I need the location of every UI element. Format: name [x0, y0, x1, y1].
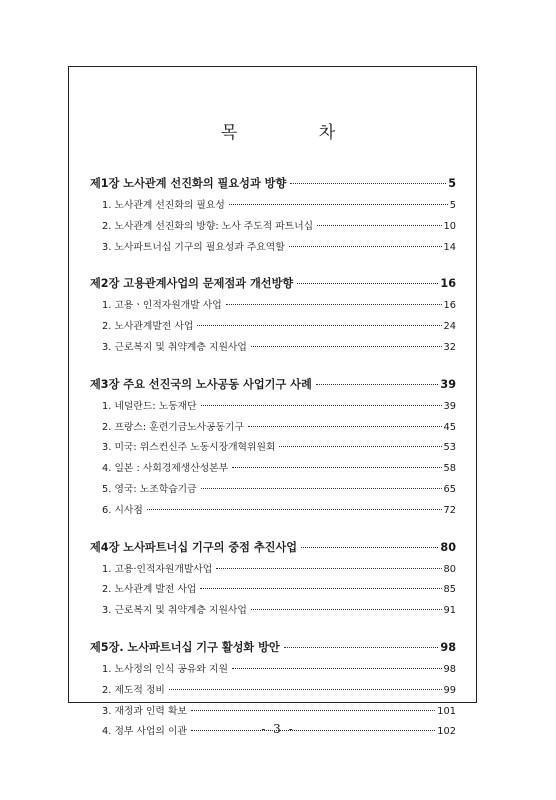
toc-chapter-entry-title: 제3장 주요 선진국의 노사공동 사업기구 사례 [90, 377, 312, 391]
toc-section-entry[interactable] [90, 480, 456, 501]
toc-section-entry[interactable] [90, 702, 456, 723]
dot-leader [297, 283, 438, 284]
toc-section-entry-title: 3. 근로복지 및 취약계층 지원사업 [102, 605, 247, 617]
toc-chapter [90, 172, 456, 258]
dot-leader [226, 304, 442, 305]
toc-section-entry-page: 24 [443, 321, 456, 333]
dot-leader [248, 426, 442, 427]
toc-section-entry[interactable] [90, 601, 456, 622]
dot-leader [147, 509, 442, 510]
dot-leader [251, 609, 442, 610]
toc-title: 목 차 [220, 123, 374, 143]
toc-section-entry-title: 1. 고용·인적자원개발사업 [102, 563, 213, 575]
toc-chapter [90, 272, 456, 358]
toc-chapter-entry-page: 80 [440, 540, 456, 554]
toc-section-entry[interactable] [90, 317, 456, 338]
toc-section-entry-page: 85 [443, 584, 456, 596]
toc-section-entry[interactable] [90, 438, 456, 459]
toc-section-entry-page: 58 [443, 463, 456, 475]
toc-section-entry-title: 1. 노사관계 선진화의 필요성 [102, 200, 225, 211]
toc-chapter-entry[interactable] [90, 272, 456, 296]
toc-section-entry[interactable] [90, 501, 456, 522]
dot-leader [229, 204, 448, 205]
toc-chapter-entry[interactable] [90, 636, 456, 660]
toc-chapter-entry[interactable] [90, 172, 456, 196]
toc-section-entry-title: 3. 노사파트너십 기구의 필요성과 주요역할 [102, 241, 285, 253]
dot-leader [251, 346, 442, 347]
dot-leader [301, 547, 438, 548]
toc-section-entry-page: 32 [443, 341, 456, 353]
toc-section-entry-page: 53 [443, 442, 456, 454]
dot-leader [201, 488, 442, 489]
toc-section-entry-page: 72 [443, 504, 456, 516]
toc-section-entry-page: 5 [449, 200, 456, 211]
toc-section-entry-title: 5. 영국: 노조학습기금 [102, 483, 197, 495]
toc-section-entry-title: 2. 노사관계발전 사업 [102, 321, 194, 333]
toc-chapter-entry-page: 5 [448, 177, 456, 190]
toc-section-entry-title: 4. 일본 : 사회경제생산성본부 [102, 463, 229, 475]
toc-section-entry-title: 3. 미국: 위스컨신주 노동시장개혁위원회 [102, 442, 276, 454]
toc-section-entry-page: 45 [443, 421, 456, 433]
toc-section-entry-page: 10 [443, 220, 456, 232]
toc-section-entry-title: 1. 네덜란드: 노동재단 [102, 400, 197, 412]
dot-leader [191, 710, 435, 711]
toc-chapter-entry-page: 98 [440, 640, 456, 654]
page-number: - 3 - [261, 722, 295, 736]
dot-leader [284, 647, 439, 648]
toc-chapter [90, 373, 456, 522]
toc-section-entry-page: 65 [443, 483, 456, 495]
toc-section-entry-page: 16 [443, 300, 456, 312]
toc-section-entry-page: 39 [443, 400, 456, 412]
toc-chapter-entry-title: 제4장 노사파트너십 기구의 중점 추진사업 [90, 540, 298, 554]
toc-section-entry-title: 2. 노사관계 발전 사업 [102, 584, 197, 596]
toc-section-entry[interactable] [90, 296, 456, 317]
toc-section-entry-title: 2. 제도적 정비 [102, 684, 165, 696]
toc-section-entry-page: 98 [443, 663, 456, 675]
table-of-contents [90, 172, 456, 757]
dot-leader [290, 183, 446, 184]
toc-section-entry-page: 101 [437, 705, 456, 717]
toc-section-entry[interactable] [90, 238, 456, 259]
toc-chapter-entry[interactable] [90, 536, 456, 560]
toc-section-entry-page: 99 [443, 684, 456, 696]
toc-chapter-entry-page: 39 [440, 377, 456, 391]
toc-section-entry-page: 80 [443, 563, 456, 575]
toc-section-entry[interactable] [90, 560, 456, 581]
toc-section-entry[interactable] [90, 681, 456, 702]
dot-leader [216, 568, 441, 569]
toc-section-entry[interactable] [90, 459, 456, 480]
toc-section-entry-title: 1. 노사정의 인식 공유와 지원 [102, 663, 228, 675]
dot-leader [232, 467, 441, 468]
dot-leader [197, 325, 441, 326]
toc-section-entry-page: 14 [443, 241, 456, 253]
dot-leader [317, 225, 441, 226]
toc-section-entry-title: 3. 근로복지 및 취약계층 지원사업 [102, 341, 247, 353]
dot-leader [232, 668, 442, 669]
toc-chapter-entry-title: 제1장 노사관계 선진화의 필요성과 방향 [90, 177, 287, 190]
dot-leader [169, 689, 442, 690]
toc-section-entry-page: 91 [443, 605, 456, 617]
toc-chapter-entry-title: 제2장 고용관계사업의 문제점과 개선방향 [90, 277, 294, 291]
toc-section-entry[interactable] [90, 660, 456, 681]
toc-section-entry[interactable] [90, 196, 456, 217]
toc-section-entry-title: 2. 프랑스: 훈련기금노사공동기구 [102, 421, 244, 433]
toc-chapter [90, 536, 456, 622]
dot-leader [200, 588, 441, 589]
toc-chapter-entry-title: 제5장. 노사파트너십 기구 활성화 방안 [90, 640, 280, 654]
toc-section-entry-title: 1. 고용ㆍ인적자원개발 사업 [102, 300, 222, 312]
toc-section-entry-page: 102 [437, 726, 456, 738]
toc-section-entry[interactable] [90, 397, 456, 418]
toc-chapter-entry-page: 16 [440, 277, 456, 291]
toc-section-entry-title: 2. 노사관계 선진화의 방향: 노사 주도적 파트너십 [102, 220, 314, 232]
toc-section-entry[interactable] [90, 338, 456, 359]
toc-section-entry[interactable] [90, 418, 456, 439]
dot-leader [316, 384, 439, 385]
toc-section-entry-title: 6. 시사점 [102, 504, 143, 516]
toc-section-entry[interactable] [90, 217, 456, 238]
toc-section-entry[interactable] [90, 580, 456, 601]
dot-leader [279, 446, 441, 447]
dot-leader [289, 246, 442, 247]
toc-section-entry-title: 3. 재정과 인력 확보 [102, 705, 187, 717]
toc-chapter-entry[interactable] [90, 373, 456, 397]
dot-leader [201, 405, 442, 406]
toc-section-entry-title: 4. 정부 사업의 이관 [102, 726, 187, 738]
